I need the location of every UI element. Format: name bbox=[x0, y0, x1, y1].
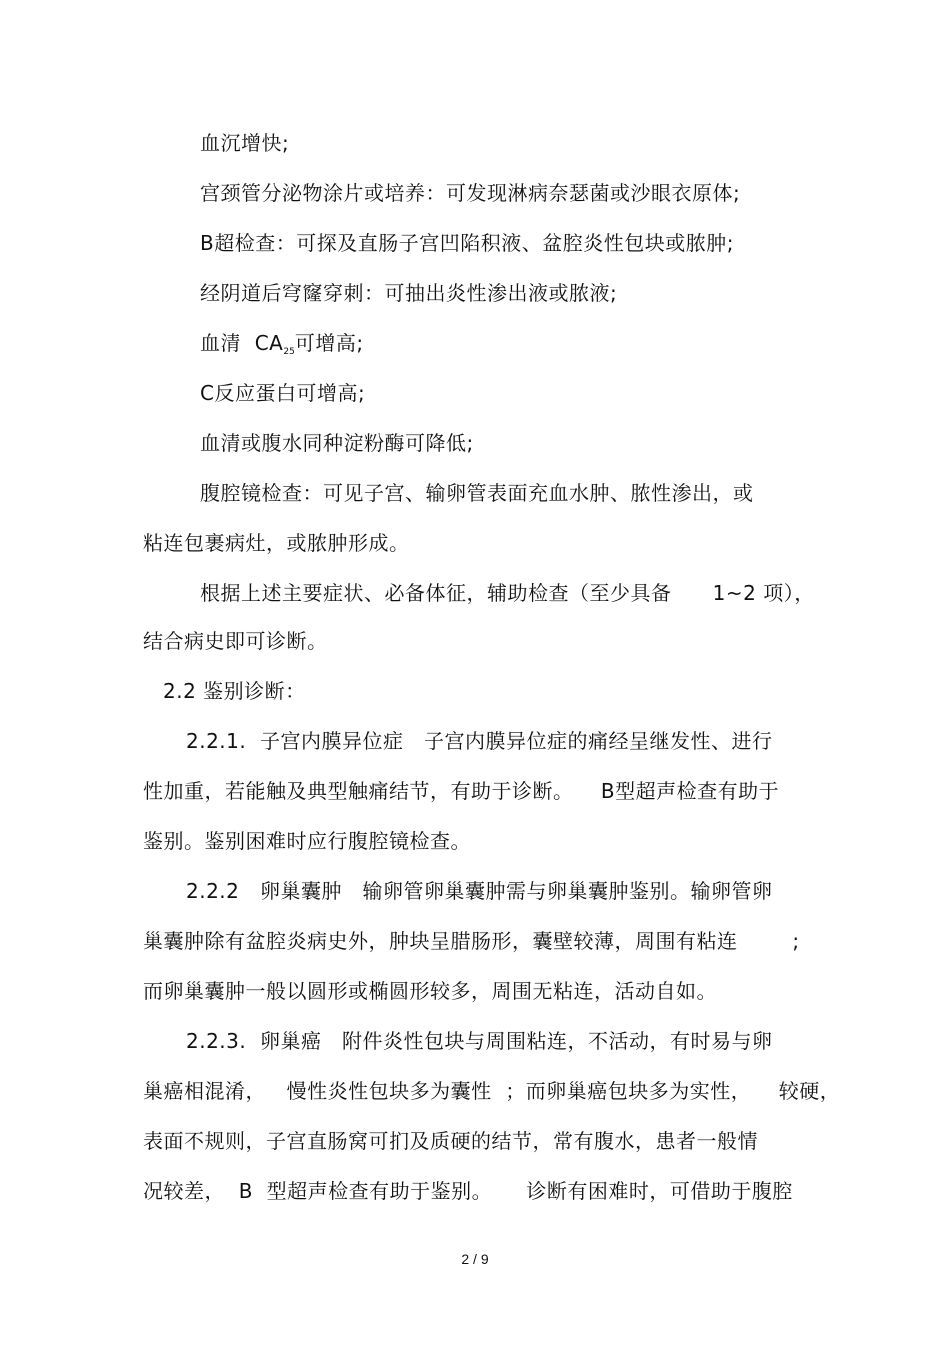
text-line-5 bbox=[200, 330, 364, 365]
text-line-16: 巢囊肿除有盆腔炎病史外，肿块呈腊肠形，囊壁较薄，周围有粘连 ; bbox=[143, 929, 800, 953]
text-line-4: 经阴道后穹窿穿刺：可抽出炎性渗出液或脓液; bbox=[200, 281, 618, 305]
ca-suffix: 可增高; bbox=[294, 331, 364, 355]
text-line-9: 粘连包裹病灶，或脓肿形成。 bbox=[143, 531, 410, 555]
text-line-2: 宫颈管分泌物涂片或培养：可发现淋病奈瑟菌或沙眼衣原体; bbox=[200, 181, 741, 205]
text-line-15: 2.2.2 卵巢囊肿 输卵管卵巢囊肿需与卵巢囊肿鉴别。输卵管卵 bbox=[186, 879, 773, 903]
text-line-10: 根据上述主要症状、必备体征，辅助检查（至少具备 1~2 项）， bbox=[200, 581, 815, 605]
text-line-19: 巢癌相混淆， 慢性炎性包块多为囊性 ；而卵巢癌包块多为实性， 较硬， bbox=[143, 1079, 841, 1103]
text-line-17: 而卵巢囊肿一般以圆形或椭圆形较多，周围无粘连，活动自如。 bbox=[143, 979, 717, 1003]
text-line-8: 腹腔镜检查：可见子宫、输卵管表面充血水肿、脓性渗出，或 bbox=[200, 481, 754, 505]
text-line-3: B超检查：可探及直肠子宫凹陷积液、盆腔炎性包块或脓肿; bbox=[200, 231, 734, 255]
text-line-21: 况较差， B 型超声检查有助于鉴别。 诊断有困难时，可借助于腹腔 bbox=[143, 1179, 793, 1203]
ca-subscript: 25 bbox=[283, 347, 295, 357]
text-line-18: 2.2.3. 卵巢癌 附件炎性包块与周围粘连，不活动，有时易与卵 bbox=[186, 1029, 773, 1053]
page-number: 2 / 9 bbox=[461, 1251, 489, 1267]
text-line-11: 结合病史即可诊断。 bbox=[143, 629, 328, 653]
text-line-14: 鉴别。鉴别困难时应行腹腔镜检查。 bbox=[143, 829, 471, 853]
text-line-6: C反应蛋白可增高; bbox=[200, 381, 366, 405]
text-line-7: 血清或腹水同种淀粉酶可降低; bbox=[200, 431, 474, 455]
section-heading: 2.2 鉴别诊断： bbox=[163, 679, 306, 703]
text-line-20: 表面不规则，子宫直肠窝可扪及质硬的结节，常有腹水，患者一般情 bbox=[143, 1129, 758, 1153]
text-line-12: 2.2.1. 子宫内膜异位症 子宫内膜异位症的痛经呈继发性、进行 bbox=[186, 729, 773, 753]
text-line-13: 性加重，若能触及典型触痛结节，有助于诊断。 B型超声检查有助于 bbox=[143, 779, 780, 803]
ca-prefix: 血清 CA bbox=[200, 331, 284, 355]
text-line-1: 血沉增快; bbox=[200, 131, 290, 155]
